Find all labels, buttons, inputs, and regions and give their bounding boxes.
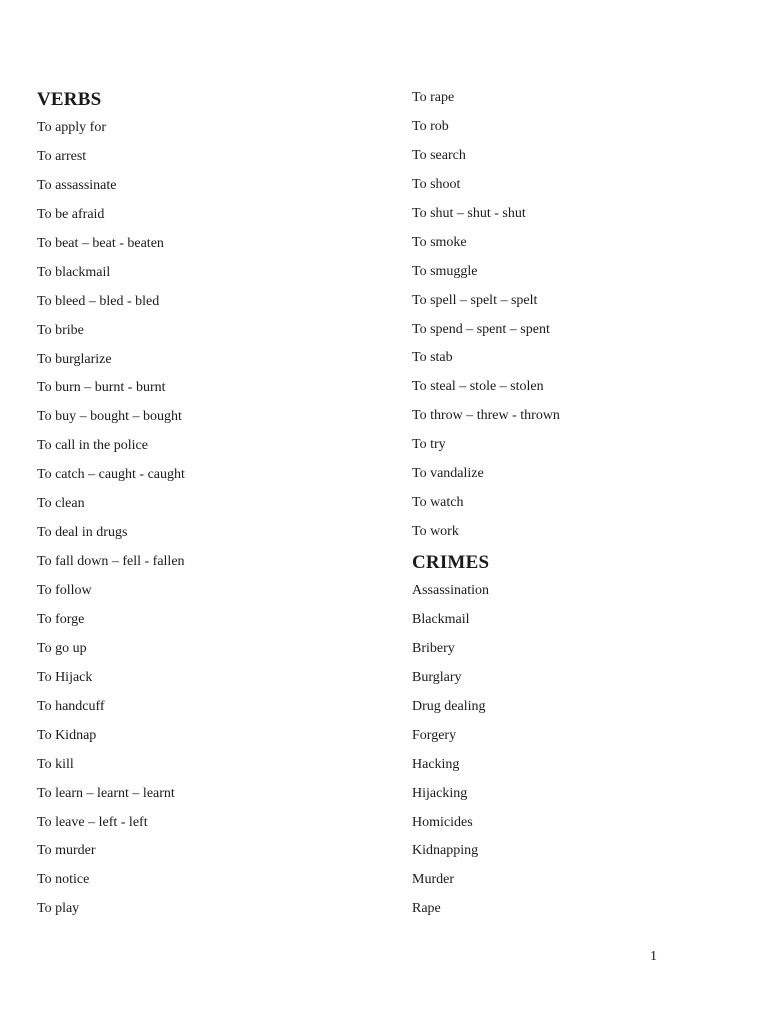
verb-item: To rape — [412, 90, 455, 105]
verb-item: To bleed – bled - bled — [37, 293, 160, 309]
verb-item: To vandalize — [412, 466, 484, 482]
verb-item: To smuggle — [412, 263, 478, 279]
crime-item: Murder — [412, 872, 454, 888]
verb-item: To bribe — [37, 322, 84, 338]
verb-item: To murder — [37, 843, 96, 859]
crime-item: Rape — [412, 901, 441, 917]
verb-item: To be afraid — [37, 206, 105, 222]
left-column — [37, 84, 185, 924]
verb-item: To smoke — [412, 234, 467, 250]
verb-item: To buy – bought – bought — [37, 409, 182, 425]
crime-item: Blackmail — [412, 611, 470, 627]
verb-item: To stab — [412, 350, 453, 366]
verbs-list-continued — [412, 84, 560, 547]
verb-item: To shut – shut - shut — [412, 205, 526, 221]
crime-item: Forgery — [412, 727, 457, 743]
crime-item: Assassination — [412, 583, 489, 598]
verb-item: To fall down – fell - fallen — [37, 554, 185, 570]
verb-item: To leave – left - left — [37, 814, 148, 830]
verb-item: To follow — [37, 583, 92, 598]
verb-item: To throw – threw - thrown — [412, 408, 560, 424]
verb-item: To burn – burnt - burnt — [37, 380, 166, 396]
verb-item: To rob — [412, 118, 449, 134]
crime-item: Homicides — [412, 814, 473, 830]
verb-item: To spell – spelt – spelt — [412, 292, 538, 308]
verb-item: To shoot — [412, 176, 461, 192]
crime-item: Drug dealing — [412, 698, 486, 714]
verb-item: To steal – stole – stolen — [412, 379, 544, 395]
verb-item: To call in the police — [37, 438, 148, 454]
verb-item: To watch — [412, 495, 464, 511]
verb-item: To spend – spent – spent — [412, 321, 550, 337]
verb-item: To work — [412, 524, 459, 540]
crime-item: Burglary — [412, 669, 462, 685]
verb-item: To try — [412, 437, 446, 453]
verb-item: To forge — [37, 611, 85, 627]
verbs-list — [37, 114, 185, 924]
crime-item: Bribery — [412, 640, 455, 656]
verbs-heading: VERBS — [37, 89, 102, 110]
verb-item: To clean — [37, 496, 85, 512]
crimes-heading: CRIMES — [412, 552, 490, 573]
verb-item: To assassinate — [37, 177, 117, 193]
crime-item: Kidnapping — [412, 843, 479, 859]
crime-item: Hijacking — [412, 785, 468, 801]
verb-item: To catch – caught - caught — [37, 467, 185, 483]
crimes-list — [412, 577, 560, 924]
verb-item: To play — [37, 901, 80, 917]
verb-item: To arrest — [37, 148, 87, 164]
verb-item: To Hijack — [37, 669, 93, 685]
verb-item: To search — [412, 147, 466, 163]
page-number: 1 — [650, 949, 657, 964]
verb-item: To go up — [37, 640, 87, 656]
verb-item: To blackmail — [37, 264, 111, 280]
verb-item: To apply for — [37, 120, 107, 135]
verb-item: To learn – learnt – learnt — [37, 785, 175, 801]
verb-item: To burglarize — [37, 351, 112, 367]
right-column — [412, 84, 560, 924]
crime-item: Hacking — [412, 756, 460, 772]
verb-item: To handcuff — [37, 698, 105, 714]
verb-item: To kill — [37, 756, 74, 772]
verb-item: To deal in drugs — [37, 525, 128, 541]
verb-item: To Kidnap — [37, 727, 97, 743]
verb-item: To notice — [37, 872, 90, 888]
verb-item: To beat – beat - beaten — [37, 235, 164, 251]
